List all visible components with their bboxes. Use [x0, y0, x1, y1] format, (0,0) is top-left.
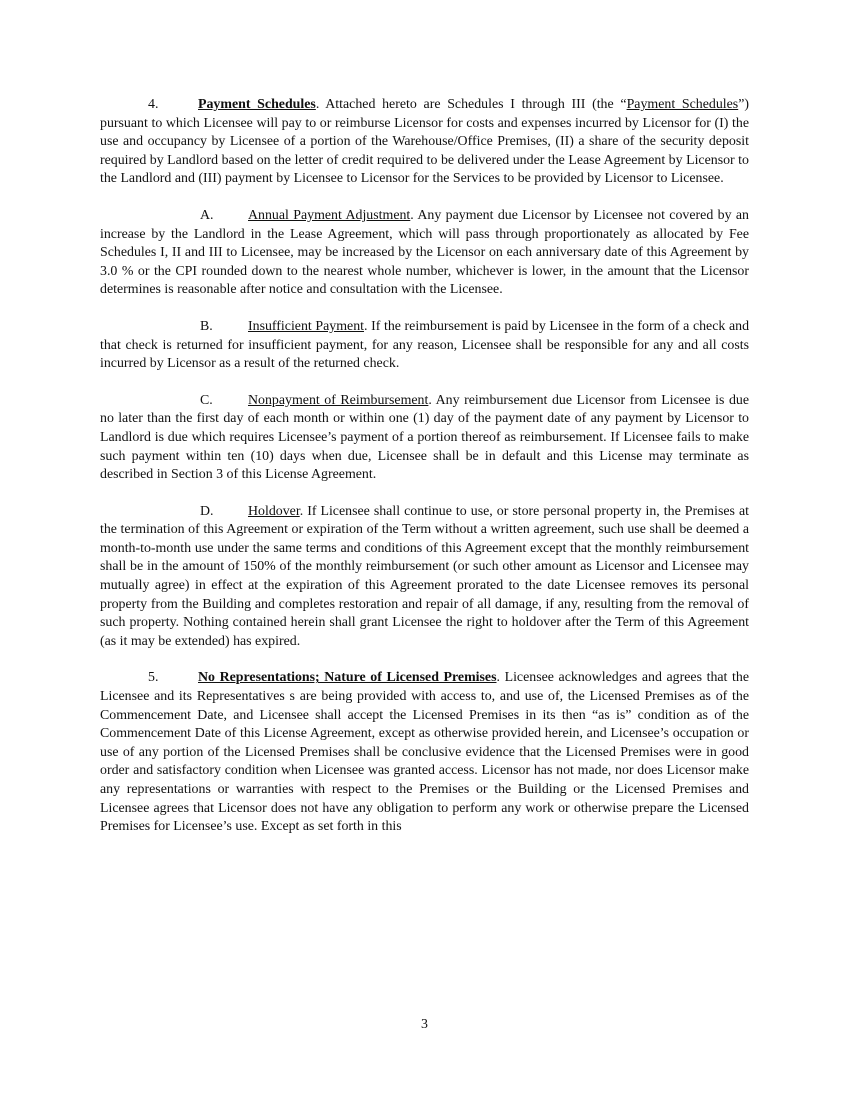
section-5-number: 5. [148, 670, 159, 686]
subsection-d-title: Holdover [248, 503, 300, 519]
subsection-a-title: Annual Payment Adjustment [248, 207, 411, 223]
subsection-c-title: Nonpayment of Reimbursement [248, 392, 429, 408]
subsection-a-paragraph [100, 207, 749, 300]
section-4-number: 4. [148, 97, 159, 112]
subsection-a-letter: A. [200, 207, 214, 223]
section-4-paragraph [100, 96, 749, 189]
subsection-b-title: Insufficient Payment [248, 318, 365, 334]
subsection-c-text: . Any reimbursement due Licensor from Licensee is due no later than the first day of each month or within one (1) day of the payment date of any payment by Licensor to Landlord is due which requires Licensee’s payment of a portion thereof as reimbursement. If Licensee fails to make such payment within ten (10) days when due, Licensee shall be in default and this License may terminate as described in Section 3 of this License Agreement. [100, 392, 749, 483]
subsection-d-letter: D. [200, 503, 214, 519]
section-5-heading: No Representations; Nature of Licensed Premises [198, 670, 497, 686]
section-4-heading: Payment Schedules [198, 97, 316, 112]
page-number: 3 [421, 1017, 428, 1032]
subsection-d-text: . If Licensee shall continue to use, or store personal property in, the Premises at the termination of this Agreement or expiration of the Term without a written agreement, such use shall be deemed a month-to-month use under the same terms and conditions of this Agreement except that the monthly reimbursement shall be in the amount of 150% of the monthly reimbursement (or such other amount as Licensor and Licensee may mutually agree) in effect at the expiration of this Agreement prorated to the date Licensee removes its personal property from the Building and completes restoration and repair of all damage, if any, resulting from the removal of such property. Nothing contained herein shall grant Licensee the right to holdover after the Term of this Agreement (as it may be extended) has expired. [100, 503, 749, 649]
section-4-defined-term: Payment Schedules [626, 97, 739, 112]
section-5-text: . Licensee acknowledges and agrees that the Licensee and its Representatives s are being provided with access to, and use of, the Licensed Premises as of the Commencement Date, and Licensee shall accept the Licensed Premises in its then “as is” condition as of the Commencement Date of this License Agreement, except as otherwise provided herein, and Licensee’s occupation or use of any portion of the Licensed Premises shall be conclusive evidence that the Licensed Premises were in good order and satisfactory condition when Licensee was granted access. Licensor has not made, nor does Licensor make any representations or warranties with respect to the Premises or the Building or the Licensed Premises and Licensee agrees that Licensor does not have any obligation to perform any work or otherwise prepare the Licensed Premises for Licensee’s use. Except as set forth in this [100, 670, 749, 835]
subsection-b-text: . If the reimbursement is paid by Licensee in the form of a check and that check is returned for insufficient payment, for any reason, Licensee shall be responsible for any and all costs incurred by Licensor as a result of the returned check. [100, 318, 750, 372]
document-page [100, 96, 749, 837]
subsection-c-letter: C. [200, 392, 213, 408]
subsection-b-paragraph [100, 318, 749, 374]
subsection-b-letter: B. [200, 318, 213, 334]
subsection-c-paragraph [100, 392, 749, 485]
section-4-text-a: . Attached hereto are Schedules I through III (the “ [315, 97, 627, 112]
section-4-text-b: ”) pursuant to which Licensee will pay to or reimburse Licensor for costs and expenses incurred by Licensor for (I) the use and occupancy by Licensee of a portion of the Warehouse/Office Premises, (II) a share of the security deposit required by Landlord based on the letter of credit required to be delivered under the Lease Agreement by Licensor to the Landlord and (III) payment by Licensee to Licensor for the Services to be provided by Licensor to Licensee. [100, 97, 750, 187]
section-5-paragraph [100, 669, 749, 836]
subsection-a-text: . Any payment due Licensor by Licensee not covered by an increase by the Landlord in the Lease Agreement, which will pass through proportionately as allocated by Fee Schedules I, II and III to Licensee, may be increased by the Licensor on each anniversary date of this Agreement by 3.0 % or the CPI rounded down to the nearest whole number, whichever is lower, in the amount that the Licensor determines is reasonable after notice and consultation with the Licensee. [100, 207, 749, 298]
subsection-d-paragraph [100, 503, 749, 652]
